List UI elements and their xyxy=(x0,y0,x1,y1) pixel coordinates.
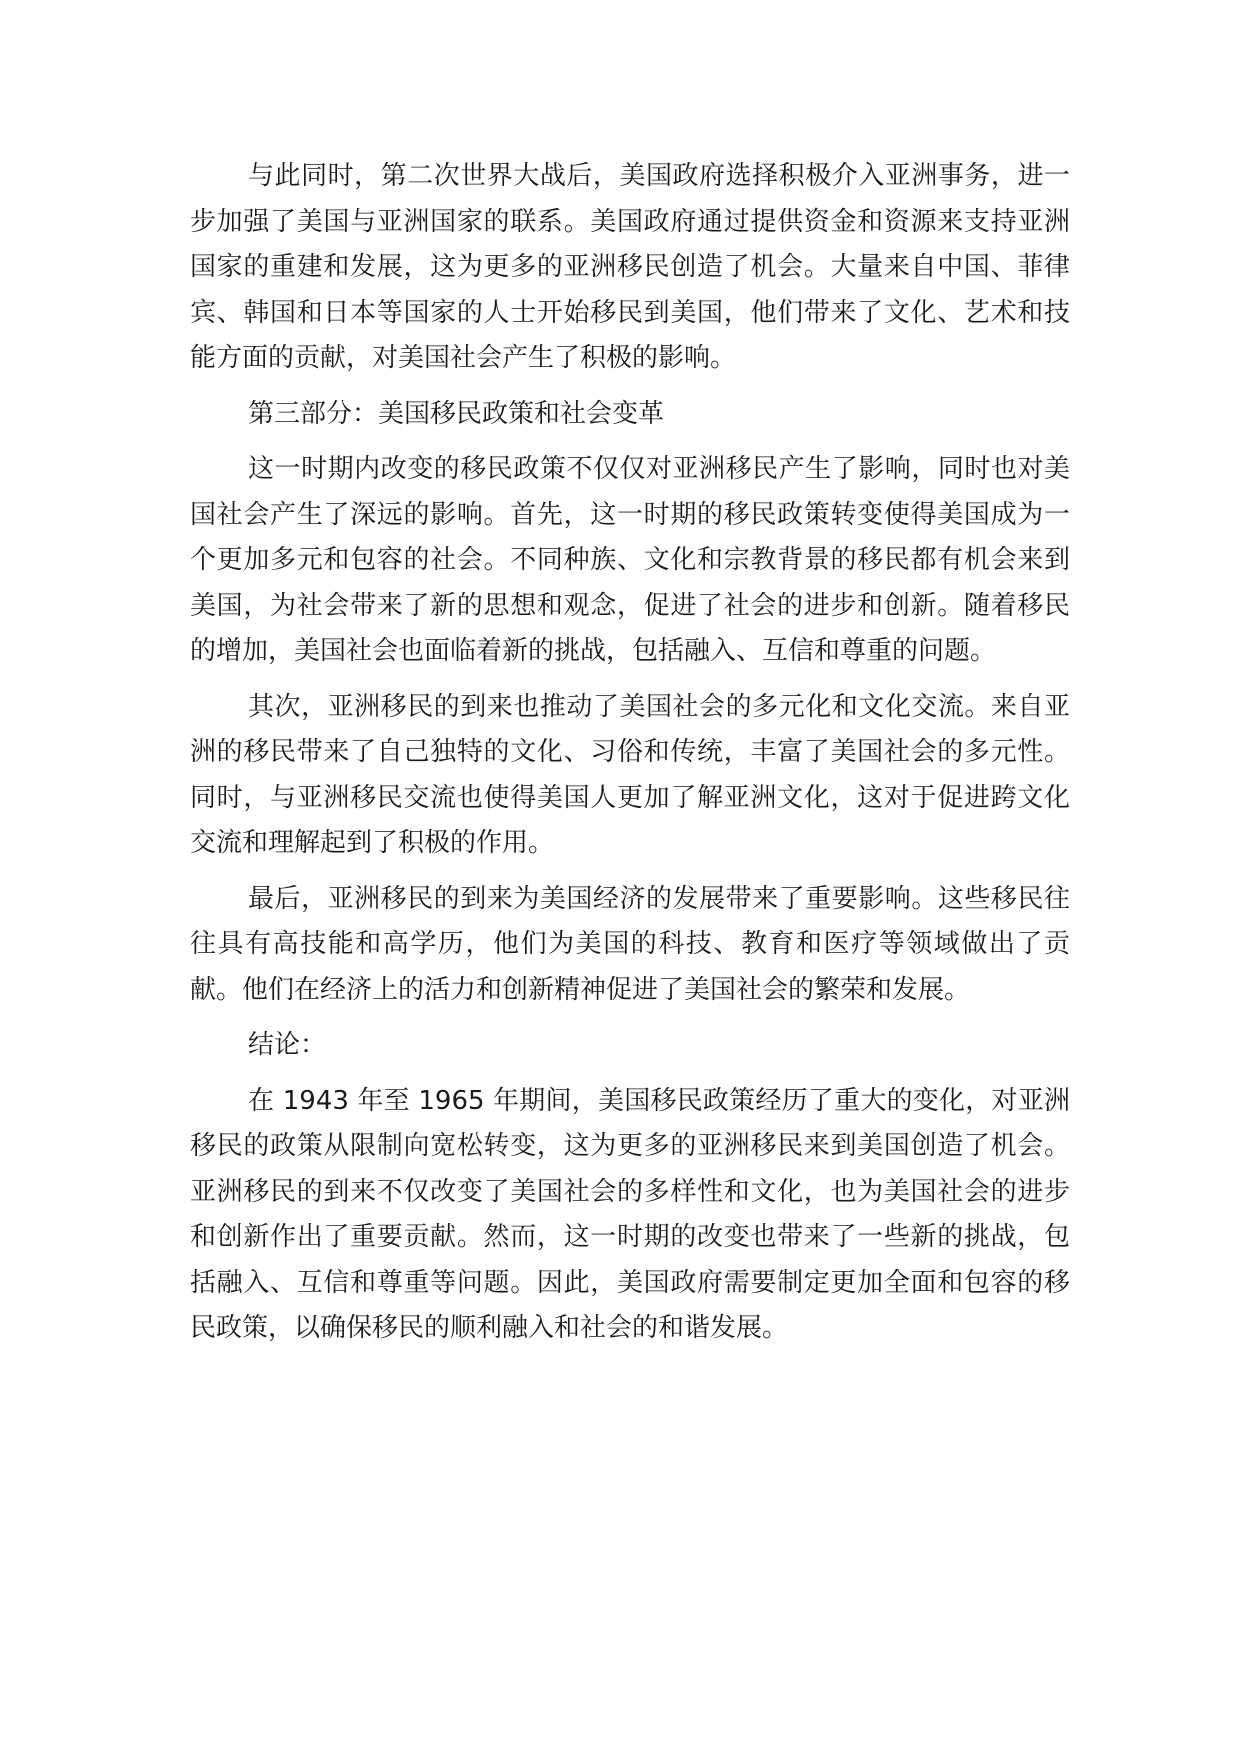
paragraph-postwar-asia-engagement: 与此同时，第二次世界大战后，美国政府选择积极介入亚洲事务，进一步加强了美国与亚洲国家的联系。美国政府通过提供资金和资源来支持亚洲国家的重建和发展，这为更多的亚洲移民创造了机会。大量来自中国、菲律宾、韩国和日本等国家的人士开始移民到美国，他们带来了文化、艺术和技能方面的贡献，对美国社会产生了积极的影响。 xyxy=(190,161,1070,373)
section-heading-part-three: 第三部分：美国移民政策和社会变革 xyxy=(248,398,665,429)
paragraph-policy-social-impact: 这一时期内改变的移民政策不仅仅对亚洲移民产生了影响，同时也对美国社会产生了深远的影响。首先，这一时期的移民政策转变使得美国成为一个更加多元和包容的社会。不同种族、文化和宗教背景的移民都有机会来到美国，为社会带来了新的思想和观念，促进了社会的进步和创新。随着移民的增加，美国社会也面临着新的挑战，包括融入、互信和尊重的问题。 xyxy=(190,454,1070,666)
paragraph-cultural-exchange: 其次，亚洲移民的到来也推动了美国社会的多元化和文化交流。来自亚洲的移民带来了自己独特的文化、习俗和传统，丰富了美国社会的多元性。同时，与亚洲移民交流也使得美国人更加了解亚洲文化，这对于促进跨文化交流和理解起到了积极的作用。 xyxy=(190,691,1070,858)
paragraph-conclusion: 在 1943 年至 1965 年期间，美国移民政策经历了重大的变化，对亚洲移民的政策从限制向宽松转变，这为更多的亚洲移民来到美国创造了机会。亚洲移民的到来不仅改变了美国社会的多样性和文化，也为美国社会的进步和创新作出了重要贡献。然而，这一时期的改变也带来了一些新的挑战，包括融入、互信和尊重等问题。因此，美国政府需要制定更加全面和包容的移民政策，以确保移民的顺利融入和社会的和谐发展。 xyxy=(190,1085,1070,1343)
section-heading-conclusion: 结论： xyxy=(248,1030,327,1060)
paragraph-economic-impact: 最后，亚洲移民的到来为美国经济的发展带来了重要影响。这些移民往往具有高技能和高学历，他们为美国的科技、教育和医疗等领域做出了贡献。他们在经济上的活力和创新精神促进了美国社会的繁荣和发展。 xyxy=(190,883,1070,1005)
document-page xyxy=(190,154,1070,1362)
